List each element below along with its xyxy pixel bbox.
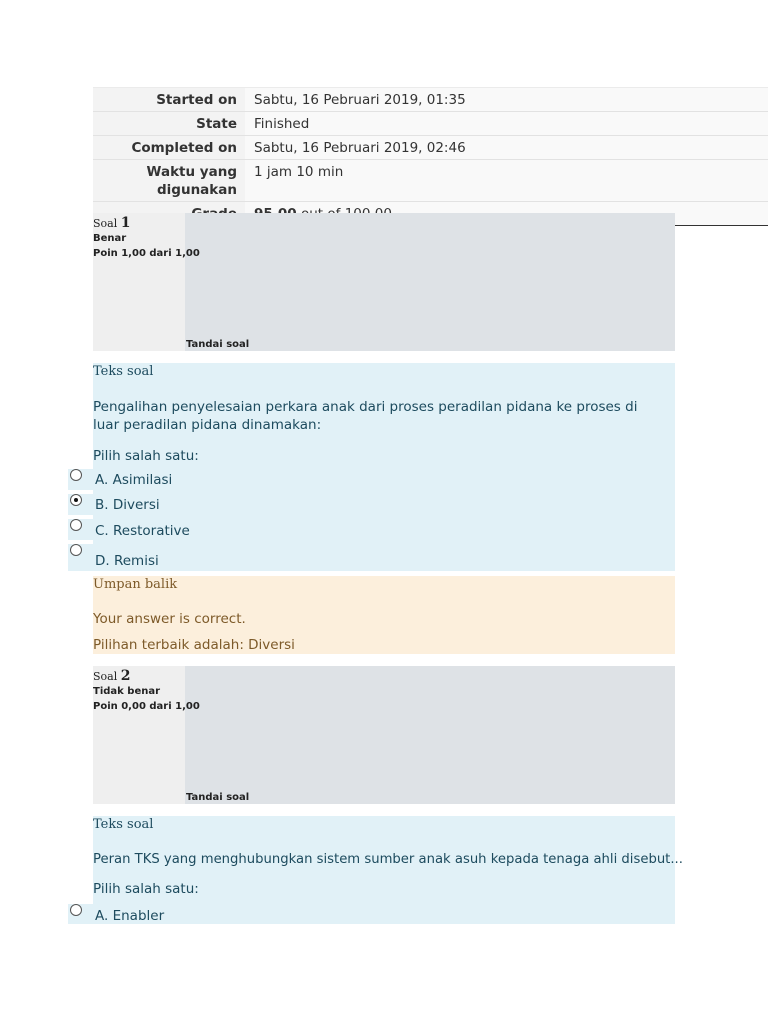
- question-state: Tidak benar: [93, 686, 161, 697]
- question-points: Poin 1,00 dari 1,00: [93, 248, 200, 259]
- summary-value: Sabtu, 16 Pebruari 2019, 01:35: [245, 88, 768, 112]
- question-text: Pengalihan penyelesaian perkara anak dari proses peradilan pidana ke proses di luar peradilan pidana dinamakan:: [93, 399, 638, 433]
- radio-button-selected[interactable]: [70, 494, 82, 506]
- summary-label: State: [93, 112, 245, 136]
- question-text: Peran TKS yang menghubungkan sistem sumber anak asuh kepada tenaga ahli disebut...: [93, 852, 683, 867]
- answer-prompt: Pilih salah satu:: [93, 448, 199, 464]
- question-number: Soal 1: [93, 215, 131, 231]
- option-label[interactable]: B. Diversi: [95, 497, 160, 513]
- summary-row-started: [93, 88, 768, 112]
- summary-row-completed: [93, 136, 768, 160]
- flag-question-link[interactable]: Tandai soal: [186, 339, 250, 350]
- summary-value: 1 jam 10 min: [245, 160, 768, 202]
- right-answer-text: Pilihan terbaik adalah: Diversi: [93, 637, 295, 653]
- option-label[interactable]: A. Asimilasi: [95, 472, 173, 488]
- option-divider: [68, 570, 93, 571]
- answer-option[interactable]: [68, 519, 675, 541]
- option-divider: [68, 490, 93, 491]
- feedback-label: Umpan balik: [93, 577, 178, 592]
- summary-label: Started on: [93, 88, 245, 112]
- feedback-text: Your answer is correct.: [93, 611, 246, 627]
- summary-row-state: [93, 112, 768, 136]
- answer-option[interactable]: [68, 544, 675, 571]
- radio-button[interactable]: [70, 904, 82, 916]
- question-text-label: Teks soal: [93, 364, 154, 379]
- radio-button[interactable]: [70, 519, 82, 531]
- question-points: Poin 0,00 dari 1,00: [93, 701, 200, 712]
- question-number: Soal 2: [93, 668, 131, 684]
- answer-option[interactable]: [68, 904, 675, 924]
- radio-button[interactable]: [70, 544, 82, 556]
- summary-label: Waktu yang digunakan: [93, 160, 245, 202]
- option-label[interactable]: A. Enabler: [95, 908, 165, 924]
- flag-question-link[interactable]: Tandai soal: [186, 792, 250, 803]
- question-state: Benar: [93, 233, 127, 244]
- answer-option[interactable]: [68, 494, 675, 516]
- question-1-info: [93, 213, 675, 351]
- summary-row-time-taken: [93, 160, 768, 202]
- question-2-info: [93, 666, 675, 804]
- question-1-feedback: [93, 576, 675, 654]
- quiz-summary-table: [93, 87, 768, 226]
- option-label[interactable]: C. Restorative: [95, 523, 190, 539]
- answer-prompt: Pilih salah satu:: [93, 881, 199, 897]
- summary-value: Finished: [245, 112, 768, 136]
- question-text-label: Teks soal: [93, 817, 154, 832]
- answer-option[interactable]: [68, 469, 675, 491]
- summary-value: Sabtu, 16 Pebruari 2019, 02:46: [245, 136, 768, 160]
- summary-label: Completed on: [93, 136, 245, 160]
- option-divider: [68, 515, 93, 516]
- radio-button[interactable]: [70, 469, 82, 481]
- option-divider: [68, 540, 93, 541]
- option-label[interactable]: D. Remisi: [95, 553, 159, 569]
